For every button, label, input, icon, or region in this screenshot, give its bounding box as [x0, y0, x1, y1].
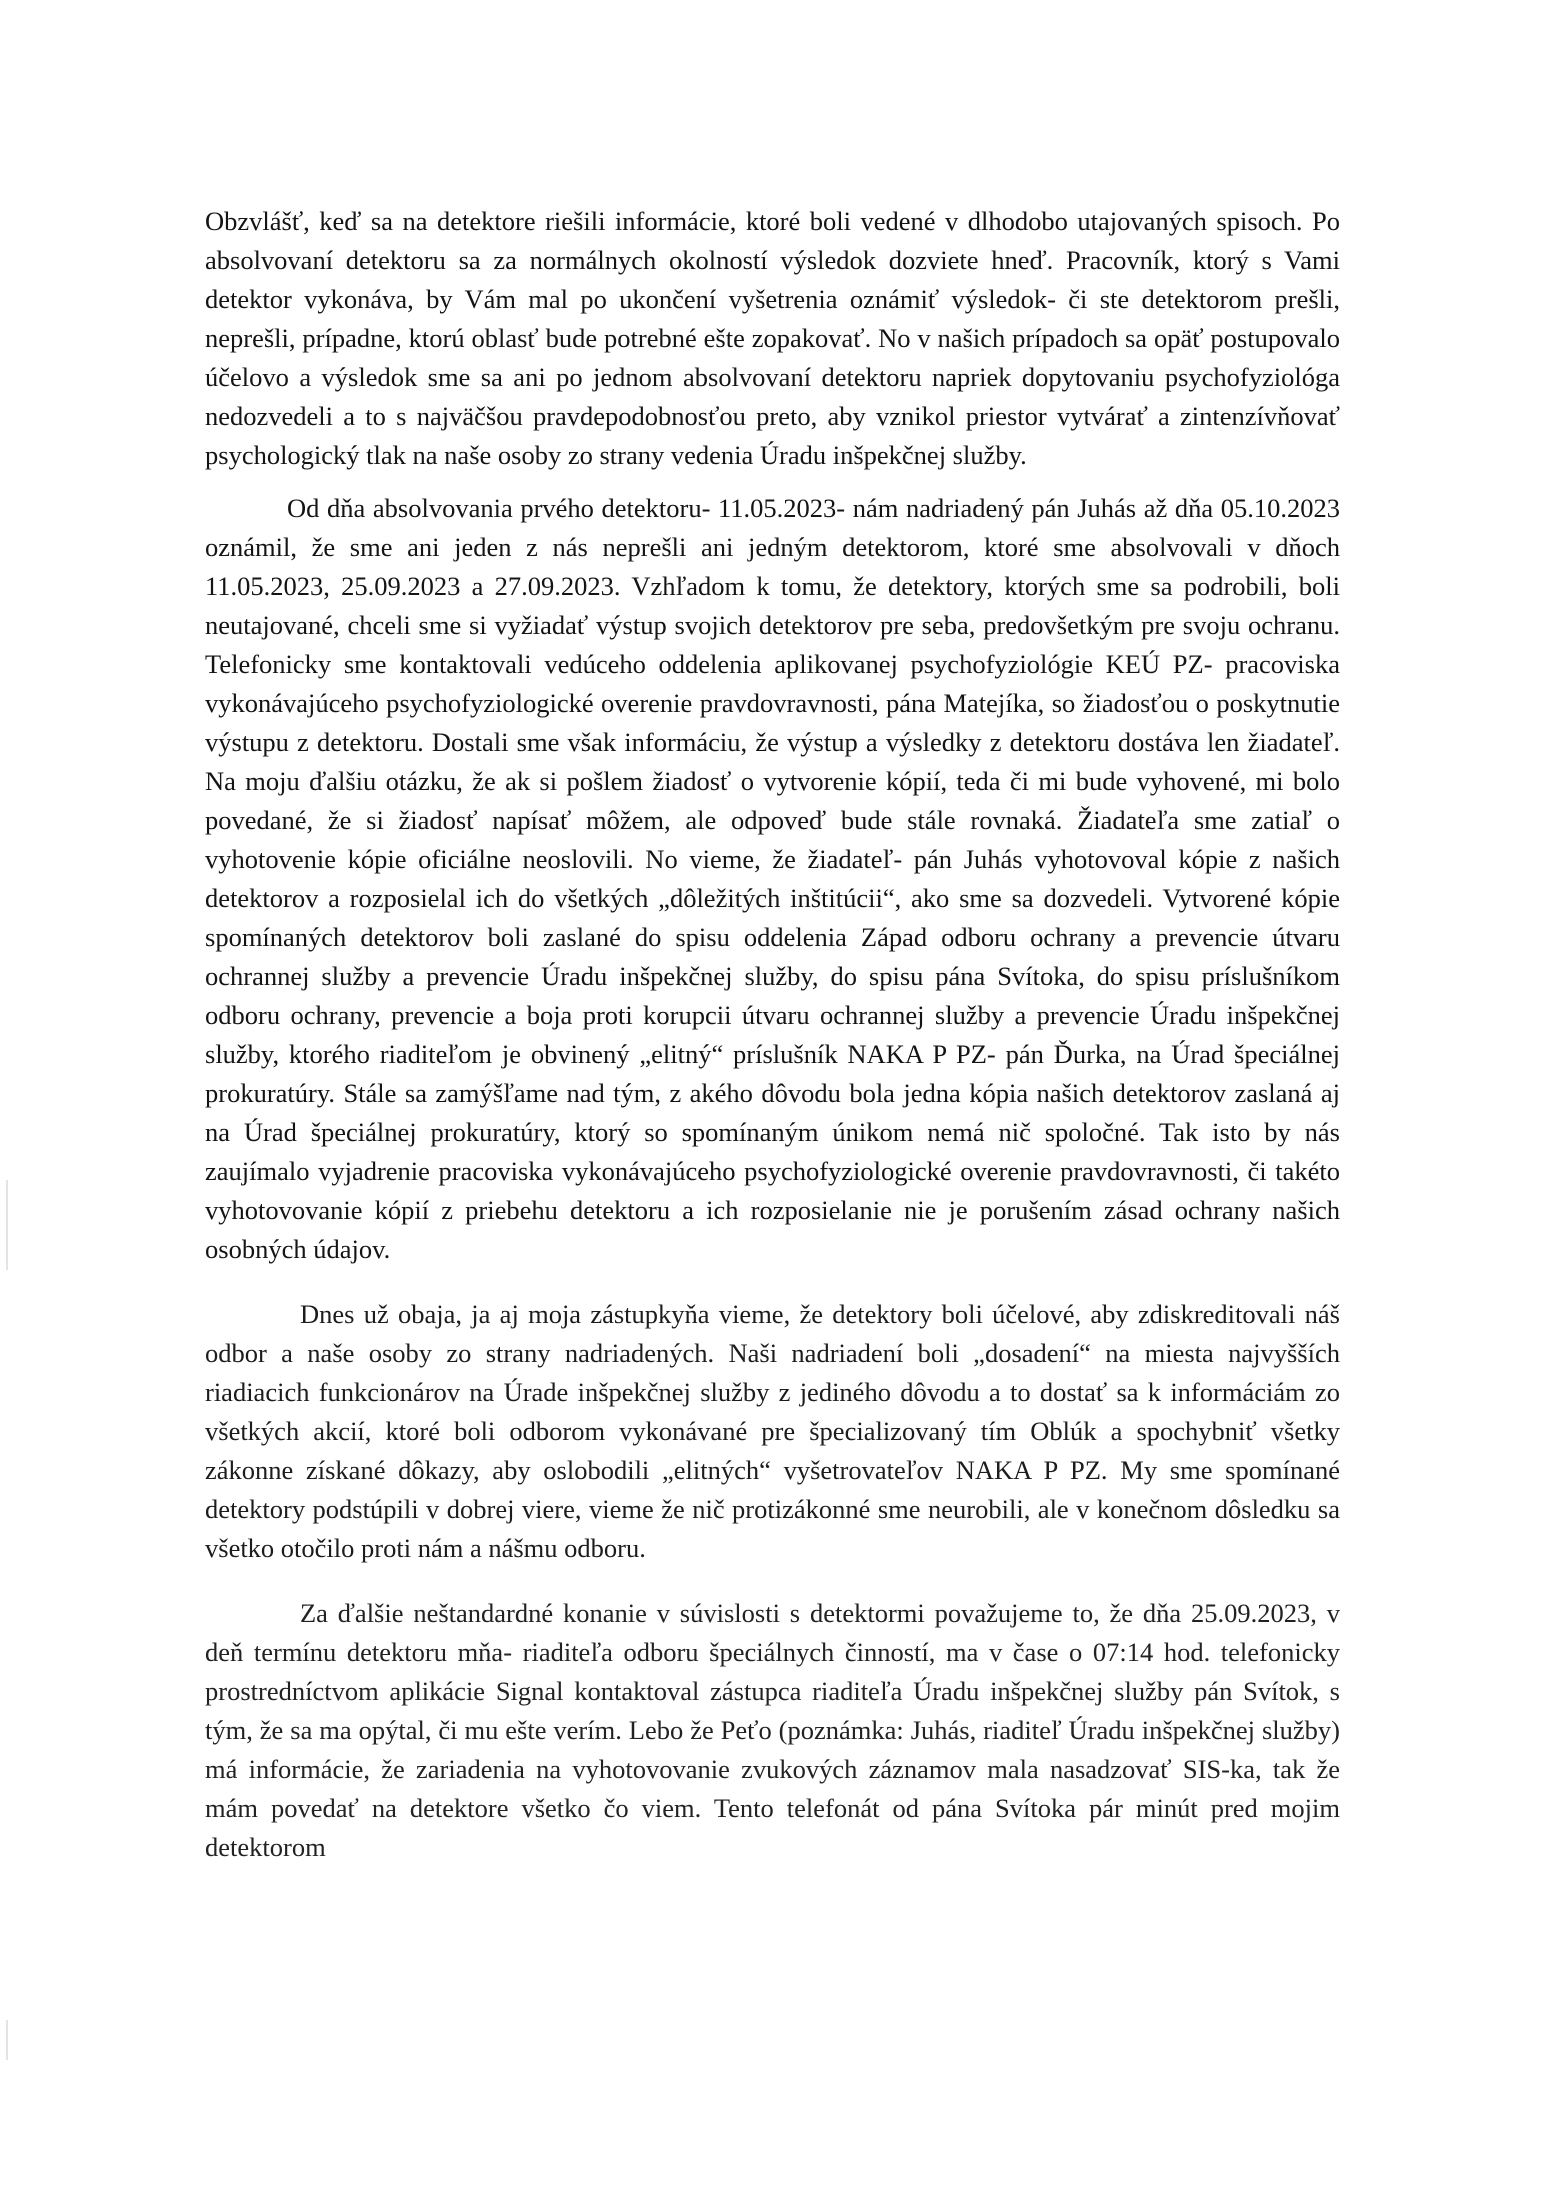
document-body — [205, 202, 1340, 1867]
paragraph: Dnes už obaja, ja aj moja zástupkyňa vieme, že detektory boli účelové, aby zdiskreditovali náš odbor a naše osoby zo strany nadriadených. Naši nadriadení boli „dosadení“ na miesta najvyšších riadiacich funkcionárov na Úrade inšpekčnej služby z jediného dôvodu a to dostať sa k informáciám zo všetkých akcií, ktoré boli odborom vykonávané pre špecializovaný tím Oblúk a spochybniť všetky zákonne získané dôkazy, aby oslobodili „elitných“ vyšetrovateľov NAKA P PZ. My sme spomínané detektory podstúpili v dobrej viere, vieme že nič protizákonné sme neurobili, ale v konečnom dôsledku sa všetko otočilo proti nám a nášmu odboru. — [205, 1299, 1340, 1563]
scan-edge-mark — [6, 1180, 8, 1270]
paragraph: Od dňa absolvovania prvého detektoru- 11.05.2023- nám nadriadený pán Juhás až dňa 05.10.2023 oznámil, že sme ani jeden z nás neprešli ani jedným detektorom, ktoré sme absolvovali v dňoch 11.05.2023, 25.09.2023 a 27.09.2023. Vzhľadom k tomu, že detektory, ktorých sme sa podrobili, boli neutajované, chceli sme si vyžiadať výstup svojich detektorov pre seba, predovšetkým pre svoju ochranu. Telefonicky sme kontaktovali vedúceho oddelenia aplikovanej psychofyziológie KEÚ PZ- pracoviska vykonávajúceho psychofyziologické overenie pravdovravnosti, pána Matejíka, so žiadosťou o poskytnutie výstupu z detektoru. Dostali sme však informáciu, že výstup a výsledky z detektoru dostáva len žiadateľ. Na moju ďalšiu otázku, že ak si pošlem žiadosť o vytvorenie kópií, teda či mi bude vyhovené, mi bolo povedané, že si žiadosť napísať môžem, ale odpoveď bude stále rovnaká. Žiadateľa sme zatiaľ o vyhotovenie kópie oficiálne neoslovili. No vieme, že žiadateľ- pán Juhás vyhotovoval kópie z našich detektorov a rozposielal ich do všetkých „dôležitých inštitúcii“, ako sme sa dozvedeli. Vytvorené kópie spomínaných detektorov boli zaslané do spisu oddelenia Západ odboru ochrany a prevencie útvaru ochrannej služby a prevencie Úradu inšpekčnej služby, do spisu pána Svítoka, do spisu príslušníkom odboru ochrany, prevencie a boja proti korupcii útvaru ochrannej služby a prevencie Úradu inšpekčnej služby, ktorého riaditeľom je obvinený „elitný“ príslušník NAKA P PZ- pán Ďurka, na Úrad špeciálnej prokuratúry. Stále sa zamýšľame nad tým, z akého dôvodu bola jedna kópia našich detektorov zaslaná aj na Úrad špeciálnej prokuratúry, ktorý so spomínaným únikom nemá nič spoločné. Tak isto by nás zaujímalo vyjadrenie pracoviska vykonávajúceho psychofyziologické overenie pravdovravnosti, či takéto vyhotovovanie kópií z priebehu detektoru a ich rozposielanie nie je porušením zásad ochrany našich osobných údajov. — [205, 493, 1340, 1264]
paragraph: Za ďalšie neštandardné konanie v súvislosti s detektormi považujeme to, že dňa 25.09.2023, v deň termínu detektoru mňa- riaditeľa odboru špeciálnych činností, ma v čase o 07:14 hod. telefonicky prostredníctvom aplikácie Signal kontaktoval zástupca riaditeľa Úradu inšpekčnej služby pán Svítok, s tým, že sa ma opýtal, či mu ešte verím. Lebo že Peťo (poznámka: Juhás, riaditeľ Úradu inšpekčnej služby) má informácie, že zariadenia na vyhotovovanie zvukových záznamov mala nasadzovať SIS-ka, tak že mám povedať na detektore všetko čo viem. Tento telefonát od pána Svítoka pár minút pred mojim detektorom — [205, 1598, 1340, 1862]
paragraph: Obzvlášť, keď sa na detektore riešili informácie, ktoré boli vedené v dlhodobo utajovaných spisoch. Po absolvovaní detektoru sa za normálnych okolností výsledok dozviete hneď. Pracovník, ktorý s Vami detektor vykonáva, by Vám mal po ukončení vyšetrenia oznámiť výsledok- či ste detektorom prešli, neprešli, prípadne, ktorú oblasť bude potrebné ešte zopakovať. No v našich prípadoch sa opäť postupovalo účelovo a výsledok sme sa ani po jednom absolvovaní detektoru napriek dopytovaniu psychofyziológa nedozvedeli a to s najväčšou pravdepodobnosťou preto, aby vznikol priestor vytvárať a zintenzívňovať psychologický tlak na naše osoby zo strany vedenia Úradu inšpekčnej služby. — [205, 206, 1340, 470]
scan-edge-mark — [6, 2020, 8, 2060]
